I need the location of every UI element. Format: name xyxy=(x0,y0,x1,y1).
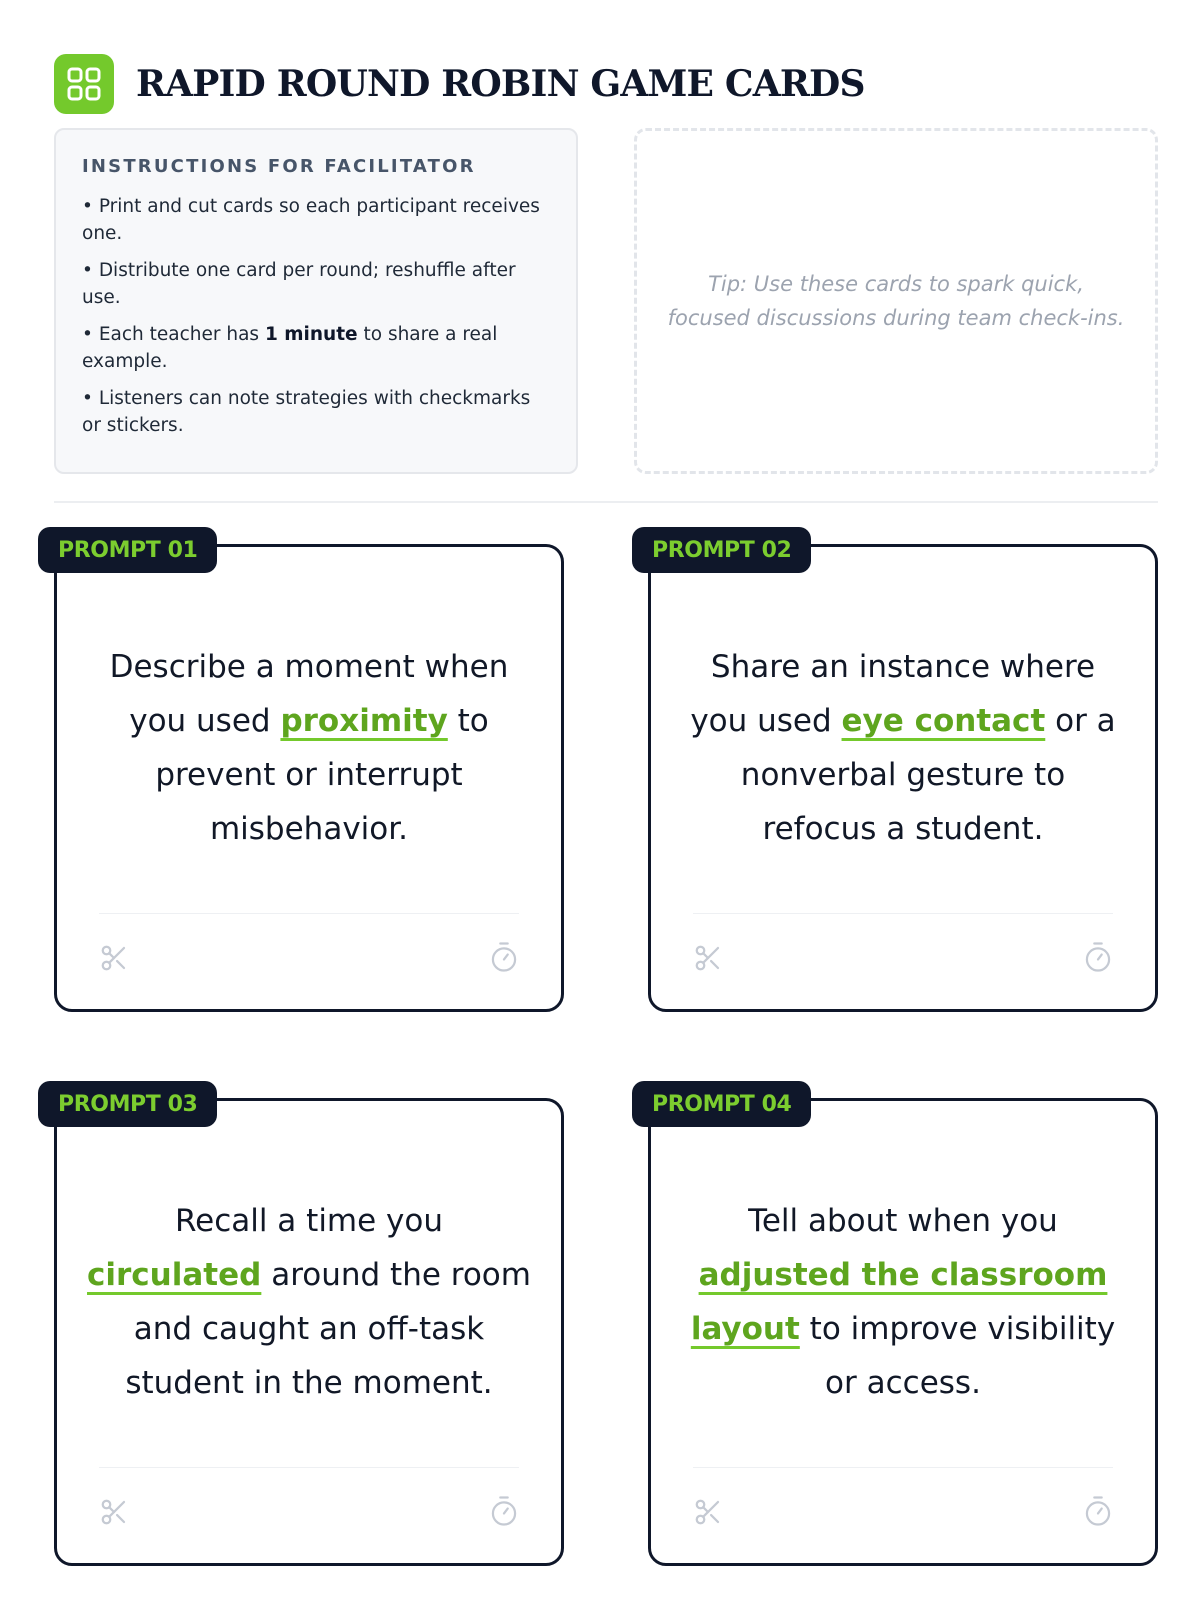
instruction-item xyxy=(82,257,550,311)
bullet: • xyxy=(82,324,93,345)
prompt-keyword: circulated xyxy=(87,1257,262,1293)
prompt-text xyxy=(87,1131,531,1473)
instruction-item xyxy=(82,321,550,375)
prompt-text-part: to prevent or interrupt misbehavior. xyxy=(155,703,489,847)
scissors-icon xyxy=(99,1497,129,1531)
prompt-text-part: Recall a time you xyxy=(174,1203,444,1239)
prompt-text xyxy=(681,577,1125,919)
timer-icon xyxy=(1083,1495,1113,1531)
prompt-text-part: to improve visibility or access. xyxy=(799,1311,1116,1401)
prompt-text-part: Describe a moment when you used xyxy=(109,649,509,739)
page-header xyxy=(54,54,865,114)
section-divider xyxy=(54,501,1158,503)
prompt-card xyxy=(54,537,564,1012)
timer-icon xyxy=(1083,941,1113,977)
prompt-badge: PROMPT 03 xyxy=(38,1081,217,1127)
timer-icon xyxy=(489,1495,519,1531)
prompt-card xyxy=(54,1091,564,1566)
tip-text: Tip: Use these cards to spark quick, focused discussions during team check-ins. xyxy=(667,272,1125,330)
bullet: • xyxy=(82,388,93,409)
prompt-keyword: proximity xyxy=(280,703,448,739)
prompt-text-part: around the room and caught an off-task student in the moment. xyxy=(125,1257,531,1401)
prompt-badge: PROMPT 01 xyxy=(38,527,217,573)
card-divider xyxy=(693,1467,1113,1468)
instruction-item xyxy=(82,193,550,247)
scissors-icon xyxy=(693,1497,723,1531)
instruction-item xyxy=(82,385,550,439)
card-divider xyxy=(99,913,519,914)
prompt-badge: PROMPT 04 xyxy=(632,1081,811,1127)
instructions-panel xyxy=(54,128,578,474)
prompt-text xyxy=(681,1131,1125,1473)
instruction-text: to share a real example. xyxy=(82,324,498,372)
prompt-text xyxy=(87,577,531,919)
instruction-text: Each teacher has xyxy=(98,324,265,345)
scissors-icon xyxy=(99,943,129,977)
instruction-emphasis: 1 minute xyxy=(264,324,358,345)
grid-icon xyxy=(54,54,114,114)
bullet: • xyxy=(82,196,93,217)
instruction-text: Print and cut cards so each participant receives one. xyxy=(82,196,540,244)
bullet: • xyxy=(82,260,93,281)
scissors-icon xyxy=(693,943,723,977)
prompt-badge: PROMPT 02 xyxy=(632,527,811,573)
instructions-heading: INSTRUCTIONS FOR FACILITATOR xyxy=(82,156,476,177)
prompt-keyword: adjusted the classroom layout xyxy=(690,1257,1108,1347)
instruction-text: Distribute one card per round; reshuffle after use. xyxy=(82,260,516,308)
card-divider xyxy=(99,1467,519,1468)
tip-box xyxy=(634,128,1158,474)
card-divider xyxy=(693,913,1113,914)
prompt-text-part: Tell about when you xyxy=(748,1203,1058,1239)
instruction-text: Listeners can note strategies with checkmarks or stickers. xyxy=(82,388,531,436)
prompt-text-part: Share an instance where you used xyxy=(690,649,1096,739)
prompt-card xyxy=(648,537,1158,1012)
timer-icon xyxy=(489,941,519,977)
page-title: RAPID ROUND ROBIN GAME CARDS xyxy=(136,63,865,105)
prompt-card xyxy=(648,1091,1158,1566)
prompt-text-part: or a nonverbal gesture to refocus a student. xyxy=(740,703,1116,847)
prompt-keyword: eye contact xyxy=(841,703,1046,739)
